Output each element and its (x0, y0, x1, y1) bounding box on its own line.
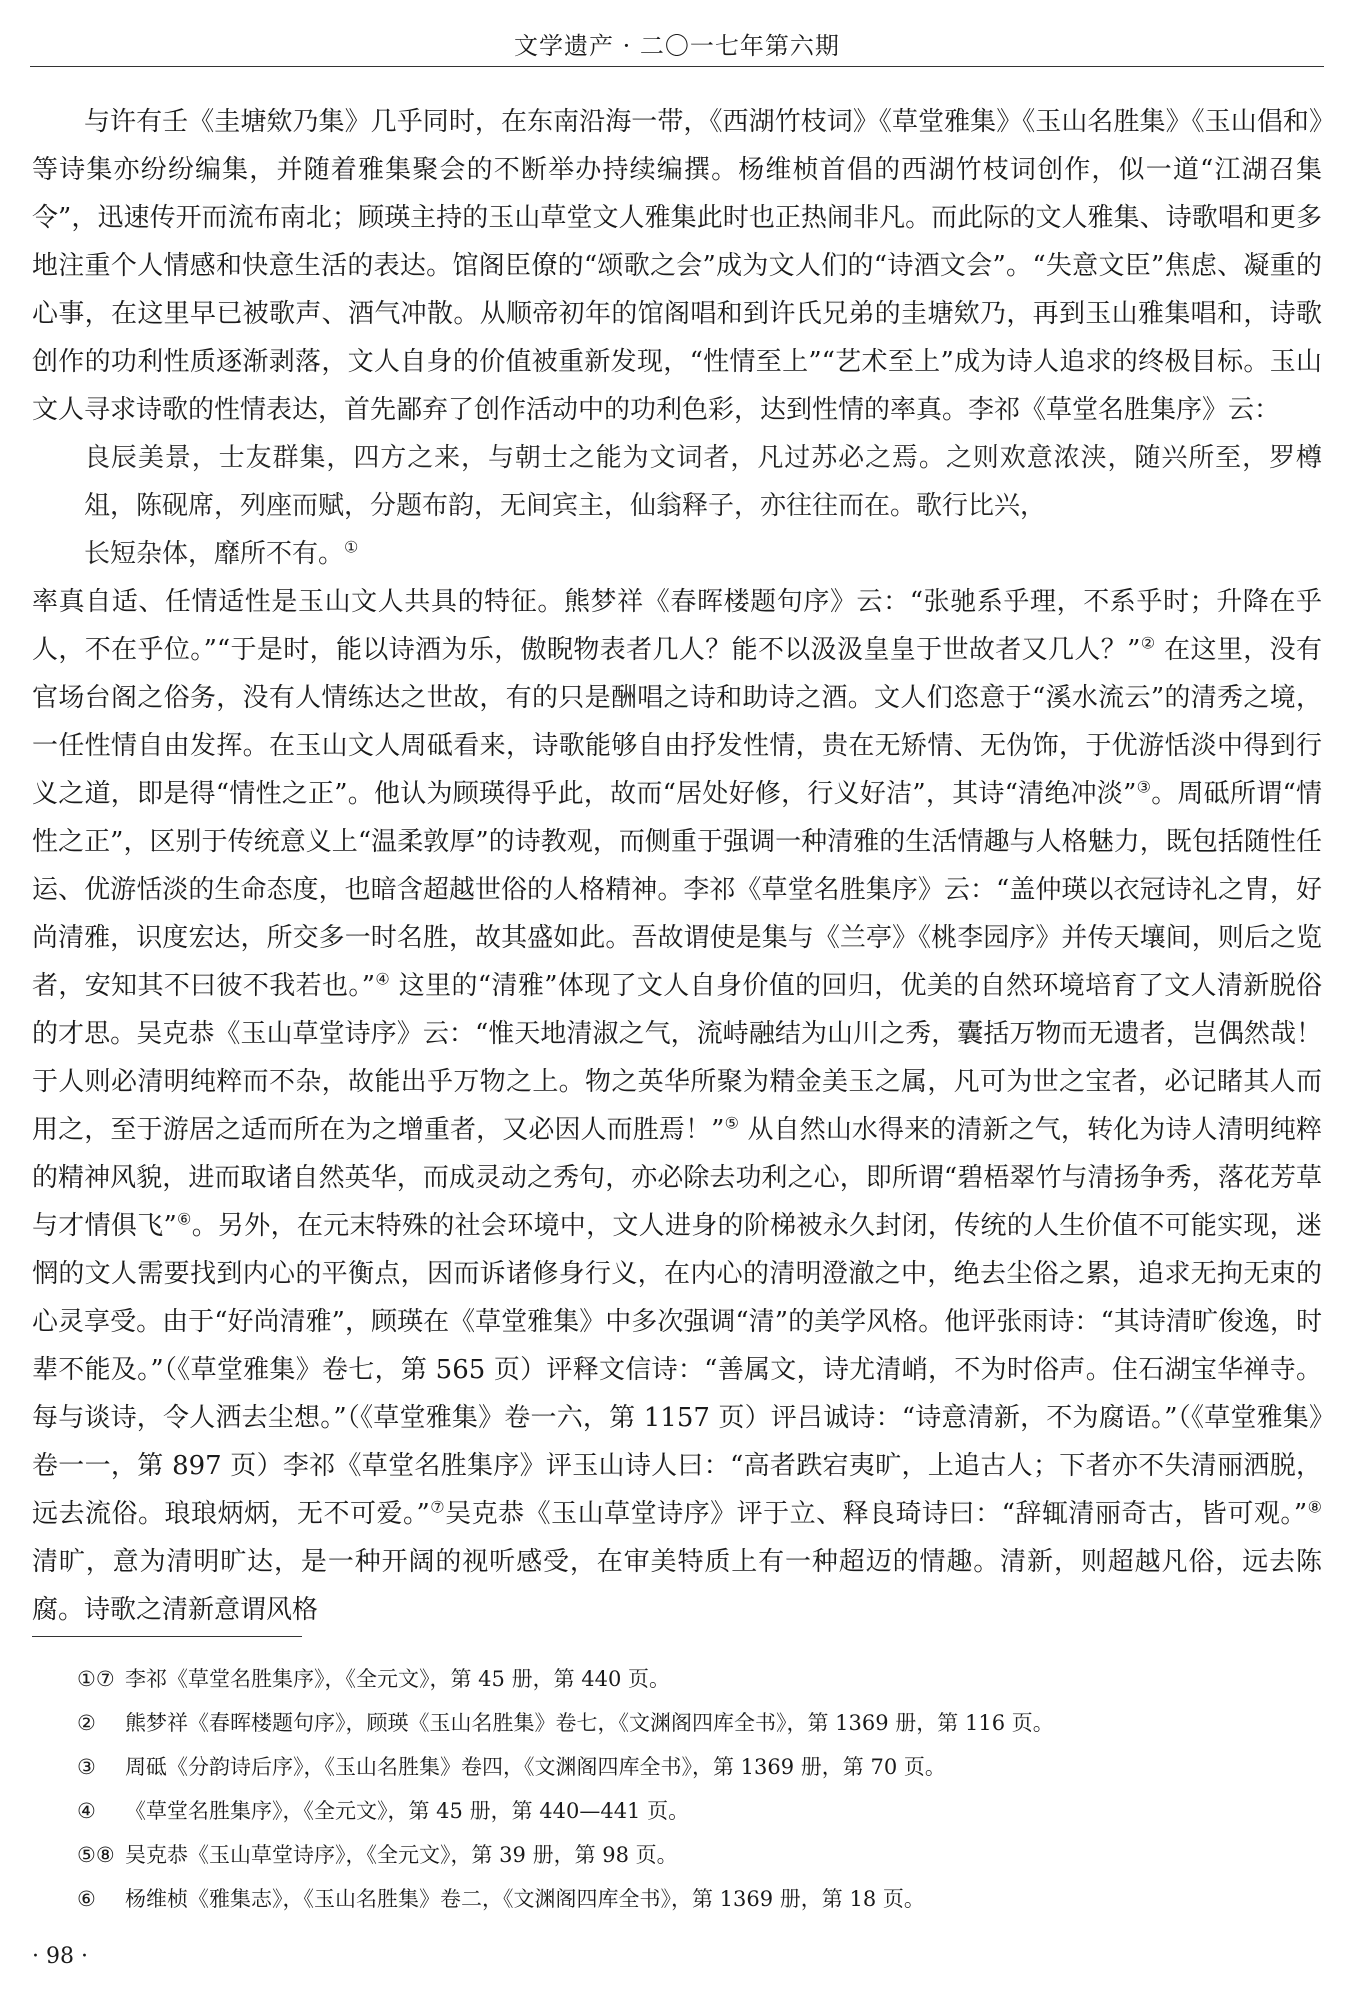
footnote-text: 吴克恭《玉山草堂诗序》，《全元文》，第 39 册，第 98 页。 (125, 1843, 678, 1867)
footnote-ref[interactable]: ⑥ (176, 1209, 192, 1229)
paragraph-2 (32, 578, 1322, 1634)
header-rule (30, 66, 1324, 67)
footnote-ref[interactable]: ④ (375, 969, 391, 989)
text-run: 吴克恭《玉山草堂诗序》评于立、释良琦诗曰：“辞辄清丽奇古，皆可观。” (445, 1499, 1308, 1529)
quote-last-line (84, 530, 1322, 578)
footnote-rule (32, 1636, 302, 1637)
footnote-ref[interactable]: ① (344, 537, 359, 557)
footnote-item (32, 1745, 1322, 1789)
paragraph-1: 与许有壬《圭塘欸乃集》几乎同时，在东南沿海一带，《西湖竹枝词》《草堂雅集》《玉山名胜集》《玉山倡和》等诗集亦纷纷编集，并随着雅集聚会的不断举办持续编撰。杨维桢首倡的西湖竹枝词创作，似一道“江湖召集令”，迅速传开而流布南北；顾瑛主持的玉山草堂文人雅集此时也正热闹非凡。而此际的文人雅集、诗歌唱和更多地注重个人情感和快意生活的表达。馆阁臣僚的“颂歌之会”成为文人们的“诗酒文会”。“失意文臣”焦虑、凝重的心事，在这里早已被歌声、酒气冲散。从顺帝初年的馆阁唱和到许氏兄弟的圭塘欸乃，再到玉山雅集唱和，诗歌创作的功利性质逐渐剥落，文人自身的价值被重新发现，“性情至上”“艺术至上”成为诗人追求的终极目标。玉山文人寻求诗歌的性情表达，首先鄙弃了创作活动中的功利色彩，达到性情的率真。李祁《草堂名胜集序》云： (32, 107, 1322, 425)
footnote-mark: ①⑦ (77, 1667, 115, 1691)
footnote-item (32, 1833, 1322, 1877)
text-run: 。另外，在元末特殊的社会环境中，文人进身的阶梯被永久封闭，传统的人生价值不可能实现，迷惘的文人需要找到内心的平衡点，因而诉诸修身行义，在内心的清明澄澈之中，绝去尘俗之累，追求无拘无束的心灵享受。由于“好尚清雅”，顾瑛在《草堂雅集》中多次强调“清”的美学风格。他评张雨诗：“其诗清旷俊逸，时辈不能及。”（《草堂雅集》卷七，第 565 页）评释文信诗：“善属文，诗尤清峭，不为时俗声。住石湖宝华禅寺。每与谈诗，令人洒去尘想。”（《草堂雅集》卷一六，第 1157 页）评吕诚诗：“诗意清新，不为腐语。”（《草堂雅集》卷一一，第 897 页）李祁《草堂名胜集序》评玉山诗人曰：“高者跌宕夷旷，上追古人；下者亦不失清丽洒脱，远去流俗。琅琅炳炳，无不可爱。” (32, 1211, 1322, 1529)
text-run: 清旷，意为清明旷达，是一种开阔的视听感受，在审美特质上有一种超迈的情趣。清新，则超越凡俗，远去陈腐。诗歌之清新意谓风格 (32, 1547, 1322, 1625)
block-quote (32, 434, 1322, 578)
footnote-ref[interactable]: ② (1140, 633, 1156, 653)
footnote-ref[interactable]: ③ (1136, 777, 1152, 797)
footnote-mark: ② (77, 1711, 96, 1735)
footnote-mark: ④ (77, 1799, 96, 1823)
footnote-text: 李祁《草堂名胜集序》，《全元文》，第 45 册，第 440 页。 (125, 1667, 671, 1691)
page-number: · 98 · (32, 1944, 88, 1969)
footnote-text: 周砥《分韵诗后序》，《玉山名胜集》卷四，《文渊阁四库全书》，第 1369 册，第 70 页。 (125, 1755, 946, 1779)
footnote-ref[interactable]: ⑧ (1307, 1497, 1323, 1517)
text-run: 。周砥所谓“情性之正”，区别于传统意义上“温柔敦厚”的诗教观，而侧重于强调一种清雅的生活情趣与人格魅力，既包括随性任运、优游恬淡的生命态度，也暗含超越世俗的人格精神。李祁《草堂名胜集序》云：“盖仲瑛以衣冠诗礼之胄，好尚清雅，识度宏达，所交多一时名胜，故其盛如此。吾故谓使是集与《兰亭》《桃李园序》并传天壤间，则后之览者，安知其不曰彼不我若也。” (32, 779, 1322, 1001)
footnote-item (32, 1789, 1322, 1833)
footnote-mark: ③ (77, 1755, 96, 1779)
text-run: 这里的“清雅”体现了文人自身价值的回归，优美的自然环境培育了文人清新脱俗的才思。吴克恭《玉山草堂诗序》云：“惟天地清淑之气，流峙融结为山川之秀，囊括万物而无遗者，岂偶然哉！于人则必清明纯粹而不杂，故能出乎万物之上。物之英华所聚为精金美玉之属，凡可为世之宝者，必记睹其人而用之，至于游居之适而所在为之增重者，又必因人而胜焉！” (32, 971, 1323, 1145)
footnotes (32, 1657, 1322, 1921)
footnote-item (32, 1657, 1322, 1701)
footnote-item (32, 1701, 1322, 1745)
text-run: 在这里，没有官场台阁之俗务，没有人情练达之世故，有的只是酬唱之诗和助诗之酒。文人们恣意于“溪水流云”的清秀之境，一任性情自由发挥。在玉山文人周砥看来，诗歌能够自由抒发性情，贵在无矫情、无伪饰，于优游恬淡中得到行义之道，即是得“情性之正”。他认为顾瑛得乎此，故而“居处好修，行义好洁”，其诗“清绝冲淡” (32, 635, 1323, 809)
footnote-ref[interactable]: ⑤ (724, 1113, 740, 1133)
footnote-mark: ⑤⑧ (77, 1843, 115, 1867)
running-header: 文学遗产 · 二〇一七年第六期 (514, 32, 840, 60)
quote-text: 良辰美景，士友群集，四方之来，与朝士之能为文词者，凡过苏必之焉。之则欢意浓浃，随兴所至，罗樽俎，陈砚席，列座而赋，分题布韵，无间宾主，仙翁释子，亦往往而在。歌行比兴， (84, 443, 1322, 521)
text-run: 从自然山水得来的清新之气，转化为诗人清明纯粹的精神风貌，进而取诸自然英华，而成灵动之秀句，亦必除去功利之心，即所谓“碧梧翠竹与清扬争秀，落花芳草与才情俱飞” (32, 1115, 1323, 1241)
text-run: 率真自适、任情适性是玉山文人共具的特征。熊梦祥《春晖楼题句序》云：“张驰系乎理，不系乎时；升降在乎人，不在乎位。”“于是时，能以诗酒为乐，傲睨物表者几人？能不以汲汲皇皇于世故者又几人？” (32, 587, 1322, 665)
footnote-mark: ⑥ (77, 1887, 96, 1911)
quote-text-end: 长短杂体，靡所不有。 (84, 539, 345, 569)
footnote-text: 《草堂名胜集序》，《全元文》，第 45 册，第 440—441 页。 (125, 1799, 690, 1823)
article-body (32, 98, 1322, 1634)
footnote-text: 熊梦祥《春晖楼题句序》，顾瑛《玉山名胜集》卷七，《文渊阁四库全书》，第 1369 册，第 116 页。 (125, 1711, 1054, 1735)
footnote-text: 杨维桢《雅集志》，《玉山名胜集》卷二，《文渊阁四库全书》，第 1369 册，第 18 页。 (125, 1887, 925, 1911)
footnote-item (32, 1877, 1322, 1921)
footnote-ref[interactable]: ⑦ (429, 1497, 446, 1517)
